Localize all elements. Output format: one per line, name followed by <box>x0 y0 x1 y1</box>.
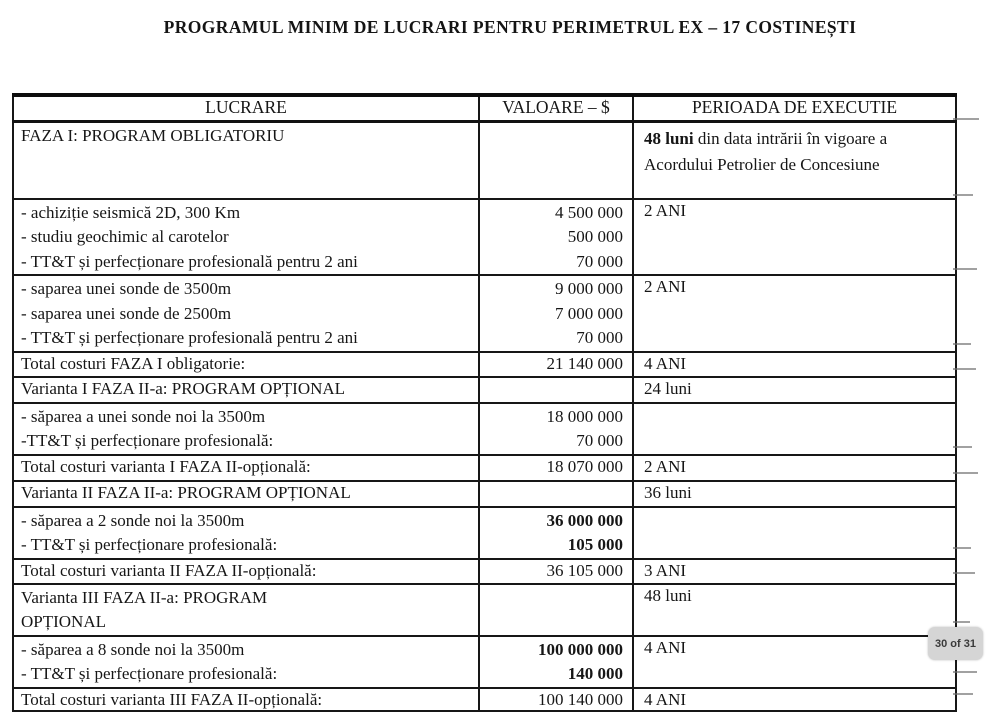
scan-artifact-line <box>953 446 972 448</box>
table-row-items <box>13 636 956 688</box>
cell-lucrare <box>13 199 479 276</box>
column-header-perioada: PERIOADA DE EXECUTIE <box>633 95 956 122</box>
scan-artifact-line <box>953 693 973 695</box>
work-item: - săparea a 8 sonde noi la 3500m <box>21 639 245 659</box>
column-header-lucrare: LUCRARE <box>13 95 479 122</box>
perioada-duration: 48 luni <box>644 129 694 148</box>
cell-valoare <box>479 199 633 276</box>
work-item-value: 18 000 000 <box>546 406 623 426</box>
cell-lucrare: Varianta I FAZA II-a: PROGRAM OPȚIONAL <box>13 377 479 403</box>
cell-lucrare: Varianta II FAZA II-a: PROGRAM OPȚIONAL <box>13 481 479 507</box>
cell-valoare: 100 140 000 <box>479 688 633 711</box>
cell-lucrare: FAZA I: PROGRAM OBLIGATORIU <box>13 122 479 199</box>
section-title-line: OPȚIONAL <box>21 612 106 631</box>
work-item: -TT&T și perfecționare profesională: <box>21 431 274 450</box>
cell-lucrare <box>13 584 479 636</box>
cell-lucrare: Total costuri FAZA I obligatorie: <box>13 352 479 377</box>
table-row-items <box>13 199 956 276</box>
cell-perioada: 48 luni <box>633 584 956 636</box>
cell-valoare: 18 070 000 <box>479 455 633 481</box>
cell-lucrare: Total costuri varianta I FAZA II-opțională: <box>13 455 479 481</box>
work-item: - TT&T și perfecționare profesională: <box>21 535 278 554</box>
table-row-varianta3-section <box>13 584 956 636</box>
cell-lucrare: Total costuri varianta III FAZA II-opțională: <box>13 688 479 711</box>
work-item: - săparea a 2 sonde noi la 3500m <box>21 510 245 530</box>
table-row-total-varianta3 <box>13 688 956 711</box>
scan-artifact-line <box>953 572 975 574</box>
table-row-faza1-section <box>13 122 956 199</box>
work-item-value: 100 000 000 <box>538 639 623 659</box>
cell-valoare <box>479 584 633 636</box>
table-row-total-varianta1 <box>13 455 956 481</box>
work-item-value: 9 000 000 <box>555 279 623 298</box>
work-item: - studiu geochimic al carotelor <box>21 227 229 246</box>
work-item-value: 7 000 000 <box>555 303 623 323</box>
work-item-value: 4 500 000 <box>555 202 623 222</box>
scan-artifact-line <box>953 472 978 474</box>
work-item-value: 36 000 000 <box>546 510 623 530</box>
cell-valoare <box>479 636 633 688</box>
cell-perioada <box>633 403 956 455</box>
cell-perioada: 2 ANI <box>633 199 956 276</box>
cell-perioada: 3 ANI <box>633 559 956 584</box>
cell-perioada: 4 ANI <box>633 636 956 688</box>
scan-artifact-line <box>953 671 977 673</box>
table-row-total-varianta2 <box>13 559 956 584</box>
scan-artifact-line <box>953 343 971 345</box>
work-item-value: 70 000 <box>576 431 623 450</box>
work-item-value: 70 000 <box>576 251 623 271</box>
cell-perioada: 4 ANI <box>633 352 956 377</box>
section-title-line: Varianta III FAZA II-a: PROGRAM <box>21 587 268 607</box>
table-header-row <box>13 95 956 122</box>
scan-artifact-line <box>953 621 970 623</box>
work-item: - TT&T și perfecționare profesională: <box>21 664 278 683</box>
scan-artifact-line <box>953 547 971 549</box>
work-item: - achiziție seismică 2D, 300 Km <box>21 202 241 222</box>
scan-artifact-line <box>953 368 976 370</box>
table-row-varianta1-section <box>13 377 956 403</box>
table-row-items <box>13 403 956 455</box>
cell-perioada <box>633 122 956 199</box>
scan-artifact-line <box>953 268 977 270</box>
document-title: PROGRAMUL MINIM DE LUCRARI PENTRU PERIMETRUL EX – 17 COSTINEȘTI <box>163 17 857 37</box>
work-item-value: 500 000 <box>567 227 623 246</box>
work-program-table <box>12 93 957 712</box>
cell-valoare <box>479 481 633 507</box>
page-indicator-badge: 30 of 31 <box>928 627 983 660</box>
cell-perioada: 4 ANI <box>633 688 956 711</box>
work-item-value: 105 000 <box>567 535 623 554</box>
work-item: - TT&T și perfecționare profesională pentru 2 ani <box>21 328 358 347</box>
cell-perioada: 36 luni <box>633 481 956 507</box>
work-item: - saparea unei sonde de 3500m <box>21 279 232 298</box>
column-header-valoare: VALOARE – $ <box>479 95 633 122</box>
cell-valoare <box>479 377 633 403</box>
cell-valoare <box>479 403 633 455</box>
cell-valoare <box>479 507 633 559</box>
cell-lucrare <box>13 636 479 688</box>
cell-perioada: 2 ANI <box>633 275 956 352</box>
work-item: - saparea unei sonde de 2500m <box>21 303 232 323</box>
work-item-value: 140 000 <box>567 664 623 683</box>
work-item: - săparea a unei sonde noi la 3500m <box>21 406 266 426</box>
cell-lucrare <box>13 275 479 352</box>
table-row-items <box>13 275 956 352</box>
cell-valoare: 21 140 000 <box>479 352 633 377</box>
table-row-total-faza1 <box>13 352 956 377</box>
table-row-items <box>13 507 956 559</box>
table-row-varianta2-section <box>13 481 956 507</box>
cell-lucrare: Total costuri varianta II FAZA II-opțională: <box>13 559 479 584</box>
scan-artifact-line <box>953 194 973 196</box>
cell-valoare: 36 105 000 <box>479 559 633 584</box>
cell-perioada: 2 ANI <box>633 455 956 481</box>
cell-perioada <box>633 507 956 559</box>
scan-artifact-line <box>953 118 979 120</box>
cell-valoare <box>479 122 633 199</box>
cell-perioada: 24 luni <box>633 377 956 403</box>
cell-valoare <box>479 275 633 352</box>
cell-lucrare <box>13 507 479 559</box>
work-item-value: 70 000 <box>576 328 623 347</box>
work-item: - TT&T și perfecționare profesională pentru 2 ani <box>21 251 358 271</box>
cell-lucrare <box>13 403 479 455</box>
perioada-note: din data intrării în vigoare a Acordului Petrolier de Concesiune <box>644 129 888 174</box>
